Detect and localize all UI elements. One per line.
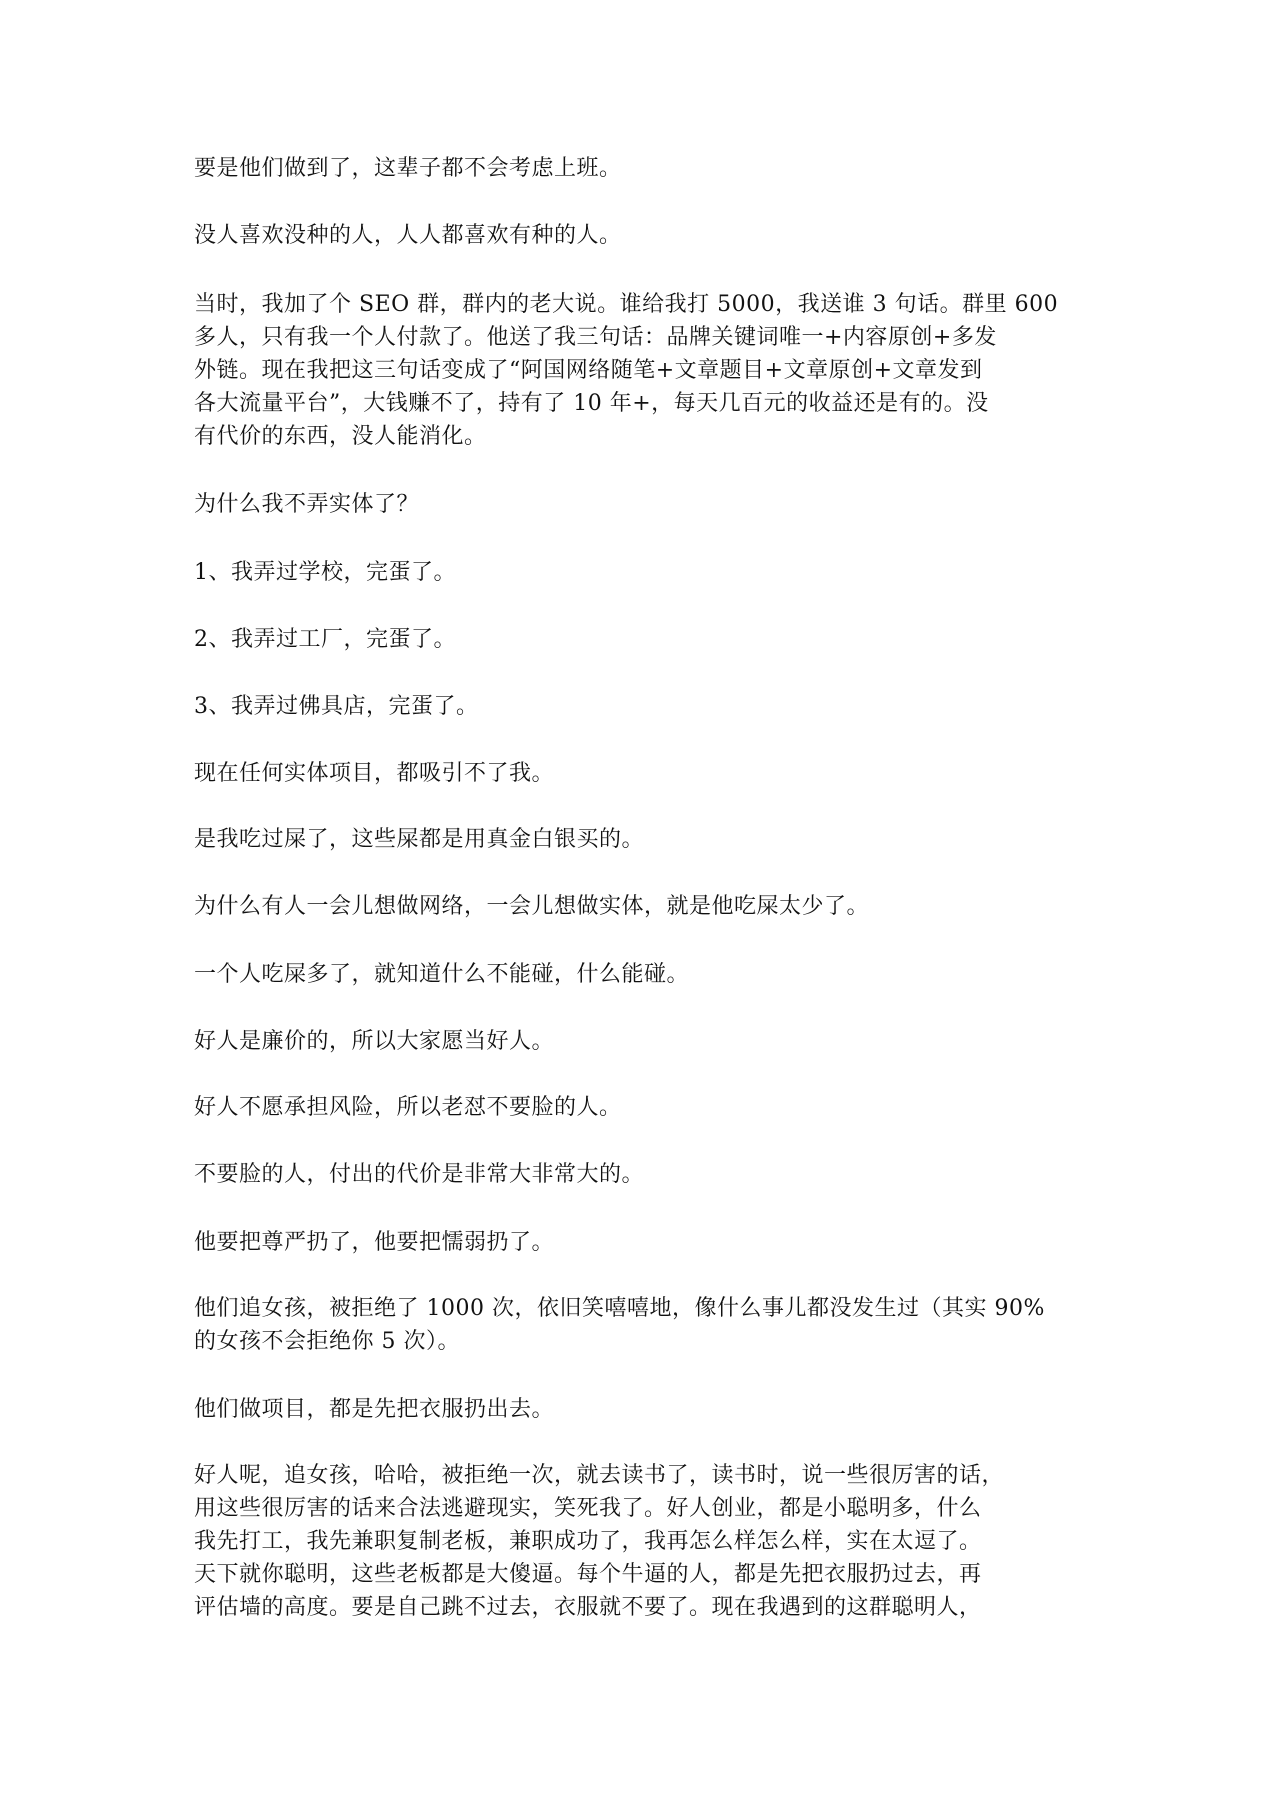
text-line: 一个人吃屎多了，就知道什么不能碰，什么能碰。: [194, 962, 690, 987]
text-line: 2、我弄过工厂，完蛋了。: [194, 627, 456, 652]
paragraph: [194, 1025, 1084, 1058]
text-line: 各大流量平台”，大钱赚不了，持有了 10 年+，每天几百元的收益还是有的。没: [194, 391, 989, 416]
text-line: 为什么有人一会儿想做网络，一会儿想做实体，就是他吃屎太少了。: [194, 894, 870, 919]
paragraph: [194, 890, 1084, 923]
text-line: 天下就你聪明，这些老板都是大傻逼。每个牛逼的人，都是先把衣服扔过去，再: [194, 1562, 982, 1587]
paragraph: [194, 219, 1084, 252]
text-line: 有代价的东西，没人能消化。: [194, 424, 487, 449]
paragraph: [194, 823, 1084, 856]
paragraph: [194, 690, 1084, 723]
text-line: 他们做项目，都是先把衣服扔出去。: [194, 1397, 555, 1422]
text-line: 外链。现在我把这三句话变成了“阿国网络随笔+文章题目+文章原创+文章发到: [194, 358, 983, 383]
text-line: 不要脸的人，付出的代价是非常大非常大的。: [194, 1162, 645, 1187]
text-line: 没人喜欢没种的人，人人都喜欢有种的人。: [194, 223, 622, 248]
paragraph: [194, 1459, 1084, 1624]
paragraph: [194, 623, 1084, 656]
text-line: 是我吃过屎了，这些屎都是用真金白银买的。: [194, 827, 645, 852]
text-line: 好人不愿承担风险，所以老怼不要脸的人。: [194, 1095, 622, 1120]
text-line: 多人，只有我一个人付款了。他送了我三句话：品牌关键词唯一+内容原创+多发: [194, 325, 997, 350]
text-line: 1、我弄过学校，完蛋了。: [194, 560, 456, 585]
paragraph: [194, 1091, 1084, 1124]
text-line: 我先打工，我先兼职复制老板，兼职成功了，我再怎么样怎么样，实在太逗了。: [194, 1529, 982, 1554]
text-line: 为什么我不弄实体了？: [194, 492, 420, 517]
paragraph: [194, 1158, 1084, 1191]
paragraph: [194, 288, 1084, 453]
text-line: 现在任何实体项目，都吸引不了我。: [194, 761, 555, 786]
text-line: 好人是廉价的，所以大家愿当好人。: [194, 1029, 555, 1054]
paragraph: [194, 958, 1084, 991]
text-line: 他要把尊严扔了，他要把懦弱扔了。: [194, 1230, 555, 1255]
text-line: 要是他们做到了，这辈子都不会考虑上班。: [194, 156, 622, 181]
text-line: 的女孩不会拒绝你 5 次）。: [194, 1329, 460, 1354]
paragraph: [194, 152, 1084, 185]
paragraph: [194, 1292, 1084, 1358]
paragraph: [194, 1393, 1084, 1426]
paragraph: [194, 1226, 1084, 1259]
text-line: 好人呢，追女孩，哈哈，被拒绝一次，就去读书了，读书时，说一些很厉害的话，: [194, 1463, 1005, 1488]
text-line: 用这些很厉害的话来合法逃避现实，笑死我了。好人创业，都是小聪明多，什么: [194, 1496, 982, 1521]
paragraph: [194, 556, 1084, 589]
text-line: 当时，我加了个 SEO 群，群内的老大说。谁给我打 5000，我送谁 3 句话。群里 600: [194, 292, 1059, 317]
text-line: 3、我弄过佛具店，完蛋了。: [194, 694, 479, 719]
text-line: 他们追女孩，被拒绝了 1000 次，依旧笑嘻嘻地，像什么事儿都没发生过（其实 90%: [194, 1296, 1045, 1321]
paragraph: [194, 757, 1084, 790]
paragraph: [194, 488, 1084, 521]
text-line: 评估墙的高度。要是自己跳不过去，衣服就不要了。现在我遇到的这群聪明人，: [194, 1595, 982, 1620]
